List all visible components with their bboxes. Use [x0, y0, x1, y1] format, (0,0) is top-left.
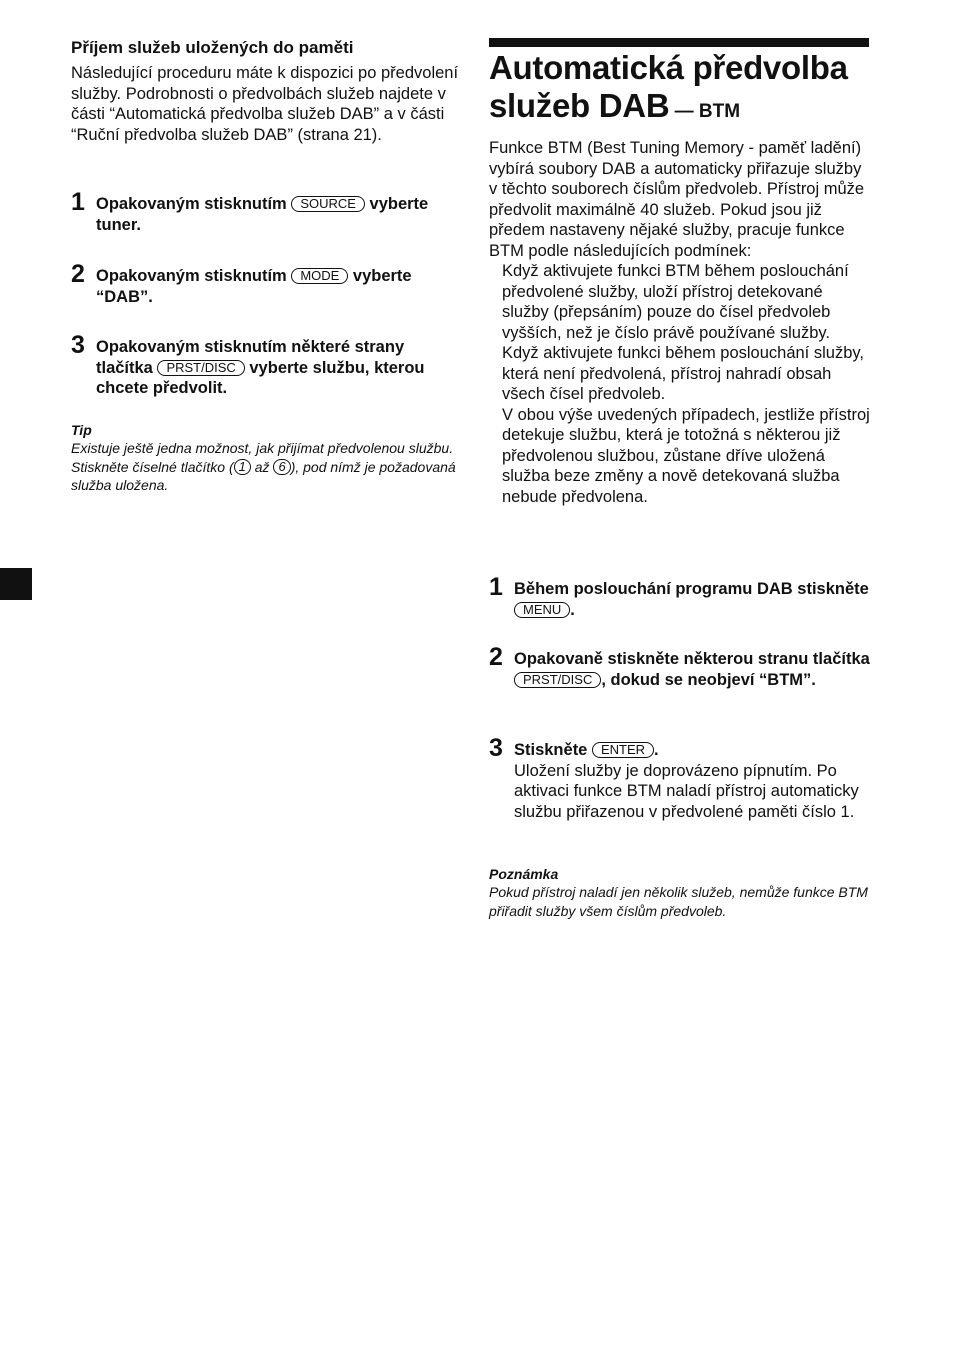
tip-text: až	[250, 458, 274, 475]
prst-disc-key: PRST/DISC	[157, 360, 244, 376]
step-number: 1	[71, 188, 85, 216]
step-number: 3	[489, 734, 503, 762]
step-number: 2	[489, 643, 503, 671]
step-text	[514, 649, 874, 690]
btm-step-2	[489, 643, 874, 690]
mode-key: MODE	[291, 268, 348, 284]
step-text-after: vyberte “DAB”.	[96, 267, 412, 306]
step-number: 3	[71, 331, 85, 359]
page-title-main: Automatická předvolba služeb DAB	[489, 49, 848, 124]
note-body: Pokud přístroj naladí jen několik služeb, nemůže funkce BTM přiřadit služby všem číslům předvoleb.	[489, 884, 868, 919]
btm-intro: Funkce BTM (Best Tuning Memory - paměť ladění) vybírá soubory DAB a automaticky přiřazuje služby v těchto souborech číslům předvoleb. Přístroj může předvolit maximálně 40 služeb. Pokud jsou již předem nastaveny nějaké služby, pracuje funkce BTM podle následujících podmínek:	[489, 139, 865, 260]
step-text-after: vyberte službu, kterou chcete předvolit.	[96, 358, 425, 397]
step-text-before: Opakovaným stisknutím	[96, 267, 292, 285]
source-key: SOURCE	[291, 196, 365, 212]
step-1	[71, 188, 456, 235]
step-2	[71, 260, 456, 307]
step-text-after: , dokud se neobjeví “BTM”.	[601, 670, 816, 689]
btm-step-1	[489, 573, 874, 620]
btm-step-3	[489, 734, 874, 822]
page-title	[489, 49, 889, 131]
step-3	[71, 331, 456, 399]
page-title-suffix: — BTM	[669, 101, 741, 122]
condition-3: V obou výše uvedených případech, jestliže přístroj detekuje službu, která je totožná s některou již předvolenou službou, zůstane dříve uložená služba beze změny a nově detekovaná služba nebude předvolena.	[502, 405, 870, 506]
key-6: 6	[273, 459, 290, 475]
step-text-before: Opakovaně stiskněte některou stranu tlačítka	[514, 650, 870, 668]
tip-line-1: Existuje ještě jedna možnost, jak přijímat předvolenou službu.	[71, 440, 454, 456]
condition-1: Když aktivujete funkci BTM během poslouchání předvolené služby, uloží přístroj detekované služby (přepsáním) pouze do čísel předvoleb vyšších, než je číslo právě používané služby.	[502, 262, 849, 342]
prst-disc-key: PRST/DISC	[514, 672, 601, 688]
condition-2: Když aktivujete funkci během poslouchání služby, která není předvolená, přístroj nahradí obsah všech čísel předvoleb.	[502, 344, 864, 403]
tip-title: Tip	[71, 422, 92, 438]
step-number: 1	[489, 573, 503, 601]
step-text	[514, 579, 874, 620]
title-rule	[489, 38, 869, 47]
step-text-before: Stiskněte	[514, 741, 592, 759]
step-detail: Uložení služby je doprovázeno pípnutím. Po aktivaci funkce BTM naladí přístroj automaticky službu přiřazenou v předvolené paměti číslo 1.	[514, 761, 859, 821]
enter-key: ENTER	[592, 742, 654, 758]
tip-text: ), pod nímž je požadovaná služba uložena.	[71, 458, 456, 493]
step-text-after: .	[654, 741, 659, 759]
step-number: 2	[71, 260, 85, 288]
menu-key: MENU	[514, 602, 570, 618]
step-text-after: vyberte tuner.	[96, 195, 429, 234]
section-heading: Příjem služeb uložených do paměti	[71, 38, 354, 57]
step-text-before: Během poslouchání programu DAB stiskněte	[514, 580, 869, 598]
tip-box	[71, 421, 456, 495]
step-text-after: .	[570, 600, 575, 619]
step-text	[96, 266, 456, 307]
key-1: 1	[234, 459, 251, 475]
note-box	[489, 865, 874, 920]
intro-paragraph: Následující proceduru máte k dispozici po předvolení služby. Podrobnosti o předvolbách služeb najdete v části “Automatická předvolba služeb DAB” a v části “Ruční předvolba služeb DAB” (strana 21).	[71, 64, 459, 144]
btm-description	[489, 138, 874, 507]
note-title: Poznámka	[489, 866, 559, 882]
tip-line-2	[71, 458, 456, 495]
step-text-before: Opakovaným stisknutím	[96, 195, 292, 213]
tip-text: Stiskněte číselné tlačítko (	[71, 458, 234, 475]
step-text	[96, 194, 456, 235]
step-text	[96, 337, 456, 399]
step-text	[514, 740, 874, 761]
page-side-tab	[0, 568, 32, 600]
step-text-before: Opakovaným stisknutím některé strany tlačítka	[96, 338, 405, 377]
